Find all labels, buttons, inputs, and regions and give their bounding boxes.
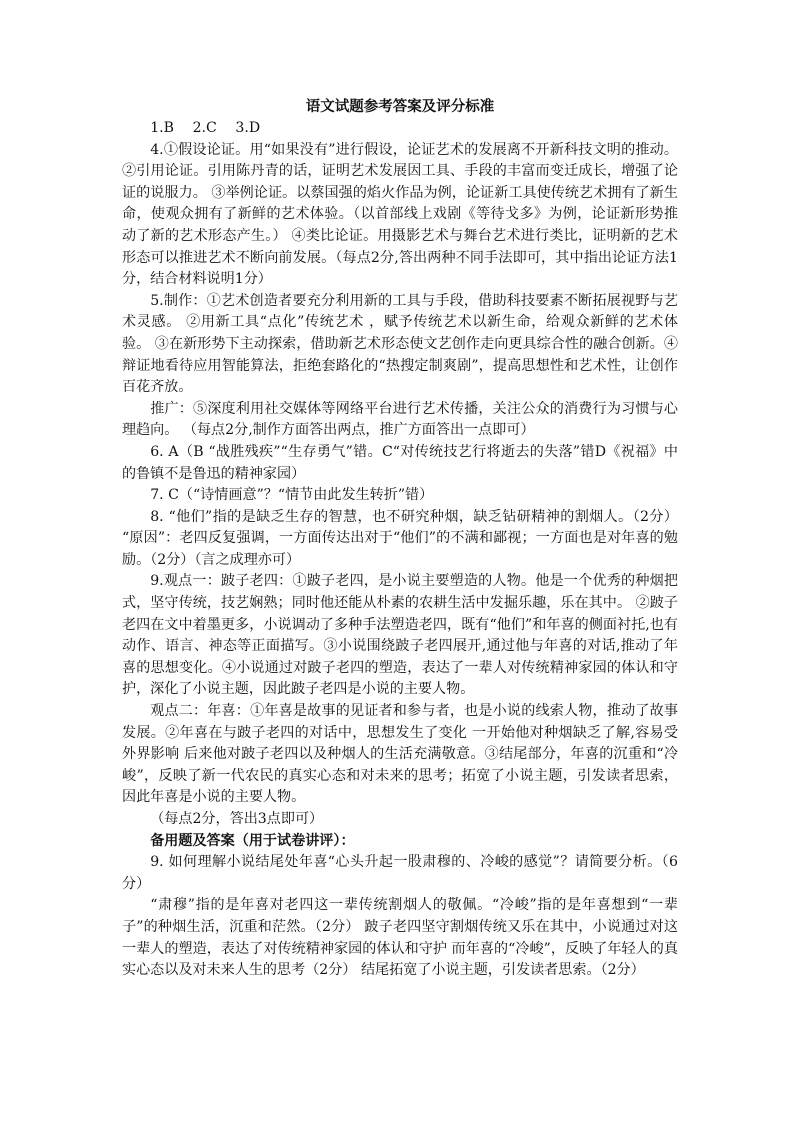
answer-4: 4.①假设论证。用“如果没有”进行假设，论证艺术的发展离不开新科技文明的推动。 ②引用论证。引用陈丹青的话，证明艺术发展因工具、手段的丰富而变迁成长，增强了论证的说服力。 ③举例论证。以蔡国强的焰火作品为例，论证新工具使传统艺术拥有了新生命，使观众拥有了新鲜的艺术体验。（以首部线上戏剧《等待戈多》为例，论证新形势推动了新的艺术形态产生。） ④类比论证。用摄影艺术与舞台艺术进行类比，证明新的艺术形态可以推进艺术不断向前发展。（每点2分,答出两种不同手法即可，其中指出论证方法1分，结合材料说明1分） xyxy=(122,141,678,288)
backup-question-9: 9. 如何理解小说结尾处年喜“心头升起一股肃穆的、冷峻的感觉”？请简要分析。（6分） xyxy=(122,854,678,892)
answer-5-production: 5.制作：①艺术创造者要充分利用新的工具与手段，借助科技要素不断拓展视野与艺术灵感。 ②用新工具“点化”传统艺术 ，赋予传统艺术以新生命，给观众新鲜的艺术体验。 ③在新形势下主动探索，借助新艺术形态使文艺创作走向更具综合性的融合创新。④辩证地看待应用智能算法，拒绝套路化的“热搜定制爽剧”，提高思想性和艺术性，让创作百花齐放。 xyxy=(122,292,678,396)
answer-document xyxy=(122,96,678,982)
backup-heading: 备用题及答案（用于试卷讲评）： xyxy=(150,832,355,849)
answer-6: 6. A（B “战胜残疾”“生存勇气”错。C“对传统技艺行将逝去的失落”错D《祝福》中的鲁镇不是鲁迅的精神家园） xyxy=(122,443,678,482)
document-title: 语文试题参考答案及评分标准 xyxy=(305,98,495,115)
answer-8: 8. “他们”指的是缺乏生存的智慧，也不研究种烟，缺乏钻研精神的割烟人。（2分） “原因”：老四反复强调，一方面传达出对于“他们”的不满和鄙视；一方面也是对年喜的勉励。（2分）（言之成理亦可） xyxy=(122,508,678,568)
backup-answer-9: “肃穆”指的是年喜对老四这一辈传统割烟人的敬佩。“冷峻”指的是年喜想到“一辈子”的种烟生活，沉重和茫然。（2分） 跛子老四坚守割烟传统又乐在其中，小说通过对这一辈人的塑造，表达了对传统精神家园的体认和守护 而年喜的“冷峻”，反映了年轻人的真实心态以及对未来人生的思考（2分） 结尾拓宽了小说主题，引发读者思索。（2分） xyxy=(122,897,678,979)
answers-1-3: 1.B 2.C 3.D xyxy=(150,120,261,136)
answer-9-view-2: 观点二：年喜：①年喜是故事的见证者和参与者，也是小说的线索人物，推动了故事发展。②年喜在与跛子老四的对话中，思想发生了变化 一开始他对种烟缺乏了解,容易受外界影响 后来他对跛子老四以及种烟人的生活充满敬意。③结尾部分，年喜的沉重和“冷峻”，反映了新一代农民的真实心态和对未来的思考；拓宽了小说主题，引发读者思索，因此年喜是小说的主要人物。 xyxy=(122,703,678,806)
answer-7: 7. C（“诗情画意”？“情节由此发生转折”错） xyxy=(150,487,434,504)
answer-5-promotion: 推广：⑤深度利用社交媒体等网络平台进行艺术传播，关注公众的消费行为习惯与心理趋向。 （每点2分,制作方面答出两点，推广方面答出一点即可） xyxy=(122,400,678,439)
answer-9-view-1: 9.观点一：跛子老四：①跛子老四，是小说主要塑造的人物。他是一个优秀的种烟把式，坚守传统，技艺娴熟；同时他还能从朴素的农耕生活中发掘乐趣，乐在其中。 ②跛子老四在文中着墨更多，小说调动了多种手法塑造老四，既有“他们”和年喜的侧面衬托,也有动作、语言、神态等正面描写。③小说围绕跛子老四展开,通过他与年喜的对话,推动了年喜的思想变化。④小说通过对跛子老四的塑造，表达了一辈人对传统精神家园的体认和守护，深化了小说主题，因此跛子老四是小说的主要人物。 xyxy=(122,573,678,698)
answer-9-scoring: （每点2分，答出3点即可） xyxy=(150,811,324,827)
